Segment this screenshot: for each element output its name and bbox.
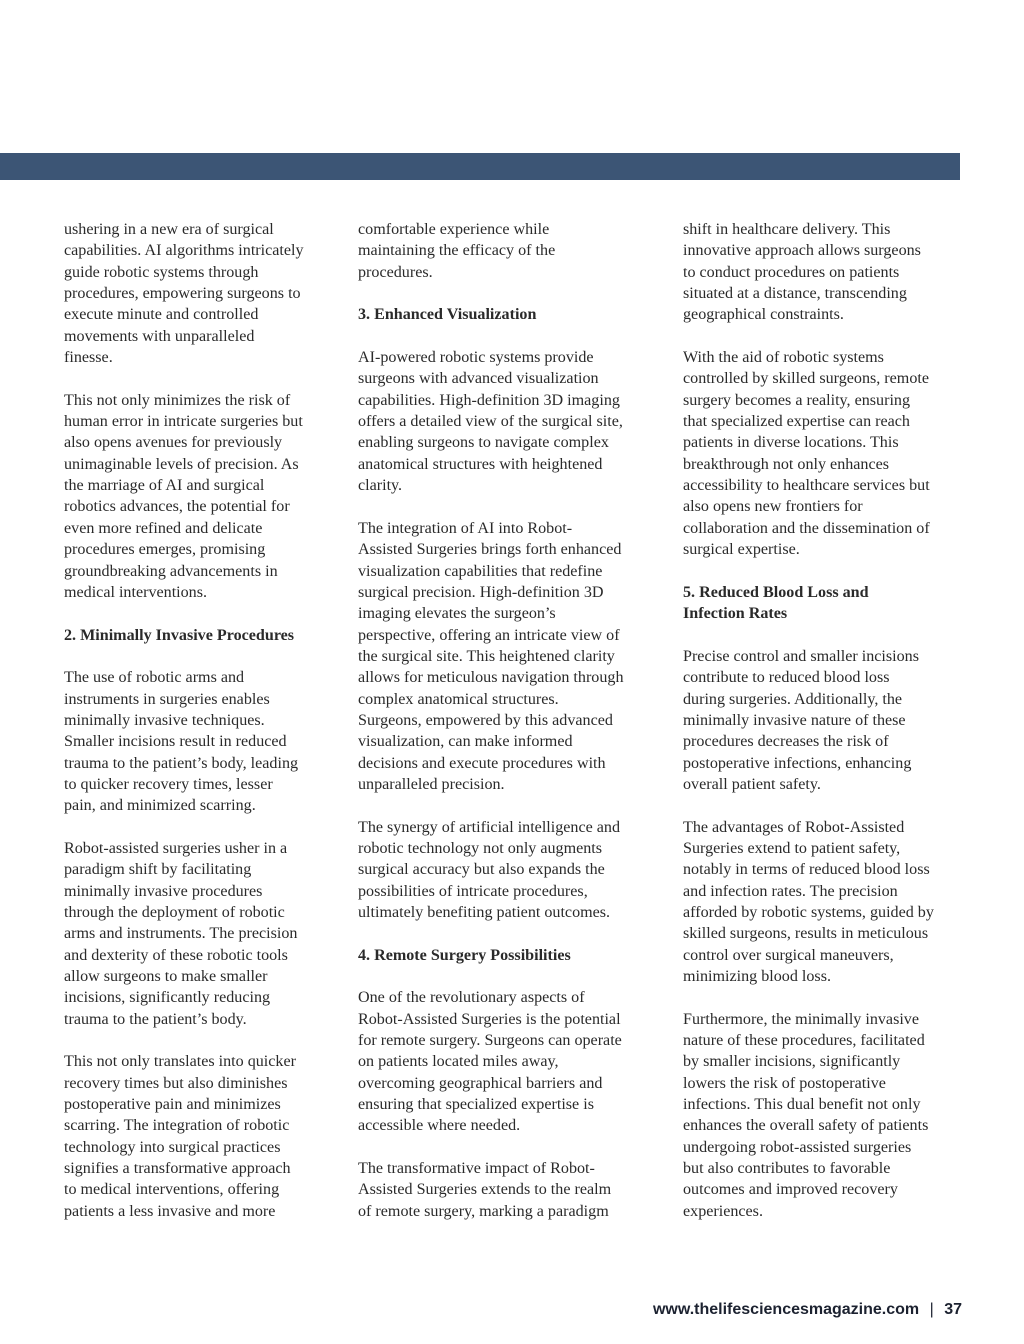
- body-paragraph: ushering in a new era of surgical capabilities. AI algorithms intricately guide robotic systems through procedures, empowering surgeons to execute minute and controlled movements with unparalleled finesse.: [64, 221, 304, 367]
- body-paragraph: The synergy of artificial intelligence and robotic technology not only augments surgical accuracy but also expands the possibilities of intricate procedures, ultimately benefiting patient outcomes.: [358, 818, 621, 921]
- body-paragraph: Precise control and smaller incisions contribute to reduced blood loss during surgeries. Additionally, the minimally invasive nature of these procedures decreases the risk of postoperative infections, enhancing overall patient safety.: [683, 647, 919, 793]
- body-paragraph: shift in healthcare delivery. This innovative approach allows surgeons to conduct procedures on patients situated at a distance, transcending geographical constraints.: [683, 221, 921, 324]
- section-heading: 5. Reduced Blood Loss and Infection Rates: [683, 583, 869, 623]
- body-paragraph: The transformative impact of Robot- Assisted Surgeries extends to the realm of remote surgery, marking a paradigm: [358, 1160, 612, 1220]
- article-column-2: [358, 219, 658, 1244]
- section-heading: 3. Enhanced Visualization: [358, 306, 537, 324]
- article-column-3: [683, 219, 973, 1244]
- body-paragraph: This not only translates into quicker recovery times but also diminishes postoperative pain and minimizes scarring. The integration of robotic technology into surgical practices signifies a transformative approach to medical interventions, offering patients a less invasive and more: [64, 1053, 296, 1220]
- page-number: 37: [944, 1301, 962, 1318]
- body-paragraph: The advantages of Robot-Assisted Surgeries extend to patient safety, notably in terms of reduced blood loss and infection rates. The precision afforded by robotic systems, guided by skilled surgeons, results in meticulous control over surgical maneuvers, minimizing blood loss.: [683, 818, 934, 986]
- article-column-1: [64, 219, 336, 1244]
- body-paragraph: comfortable experience while maintaining the efficacy of the procedures.: [358, 221, 556, 281]
- body-paragraph: Furthermore, the minimally invasive nature of these procedures, facilitated by smaller incisions, significantly lowers the risk of postoperative infections. This dual benefit not only enhances the overall safety of patients undergoing robot-assisted surgeries but also contributes to favorable outcomes and improved recovery experiences.: [683, 1010, 929, 1220]
- body-paragraph: The use of robotic arms and instruments in surgeries enables minimally invasive techniques. Smaller incisions result in reduced trauma to the patient’s body, leading to quicker recovery times, lesser pain, and minimized scarring.: [64, 669, 299, 815]
- body-paragraph: AI-powered robotic systems provide surgeons with advanced visualization capabilities. High-definition 3D imaging offers a detailed view of the surgical site, enabling surgeons to navigate complex anatomical structures with heightened clarity.: [358, 349, 623, 495]
- section-heading: 4. Remote Surgery Possibilities: [358, 946, 571, 964]
- page-footer: [653, 1301, 962, 1319]
- section-heading: 2. Minimally Invasive Procedures: [64, 626, 295, 644]
- body-paragraph: This not only minimizes the risk of human error in intricate surgeries but also opens avenues for previously unimaginable levels of precision. As the marriage of AI and surgical robotics advances, the potential for even more refined and delicate procedures emerges, promising groundbreaking advancements in medical interventions.: [64, 391, 303, 601]
- body-paragraph: One of the revolutionary aspects of Robot-Assisted Surgeries is the potential for remote surgery. Surgeons can operate on patients located miles away, overcoming geographical barriers and ensuring that specialized expertise is accessible where needed.: [358, 989, 622, 1135]
- body-paragraph: Robot-assisted surgeries usher in a paradigm shift by facilitating minimally invasive procedures through the deployment of robotic arms and instruments. The precision and dexterity of these robotic tools allow surgeons to make smaller incisions, significantly reducing trauma to the patient’s body.: [64, 839, 298, 1028]
- header-band: [0, 153, 960, 180]
- footer-website: www.thelifesciencesmagazine.com: [652, 1301, 920, 1318]
- body-paragraph: With the aid of robotic systems controlled by skilled surgeons, remote surgery becomes a reality, ensuring that specialized expertise can reach patients in diverse locations. This breakthrough not only enhances accessibility to healthcare services but also opens new frontiers for collaboration and the dissemination of surgical expertise.: [683, 349, 930, 559]
- body-paragraph: The integration of AI into Robot- Assisted Surgeries brings forth enhanced visualization capabilities that redefine surgical precision. High-definition 3D imaging elevates the surgeon’s perspective, offering an intricate view of the surgical site. This heightened clarity allows for meticulous navigation through complex anatomical structures. Surgeons, empowered by this advanced visualization, can make informed decisions and execute procedures with unparalleled precision.: [358, 519, 624, 793]
- footer-separator: |: [929, 1301, 934, 1318]
